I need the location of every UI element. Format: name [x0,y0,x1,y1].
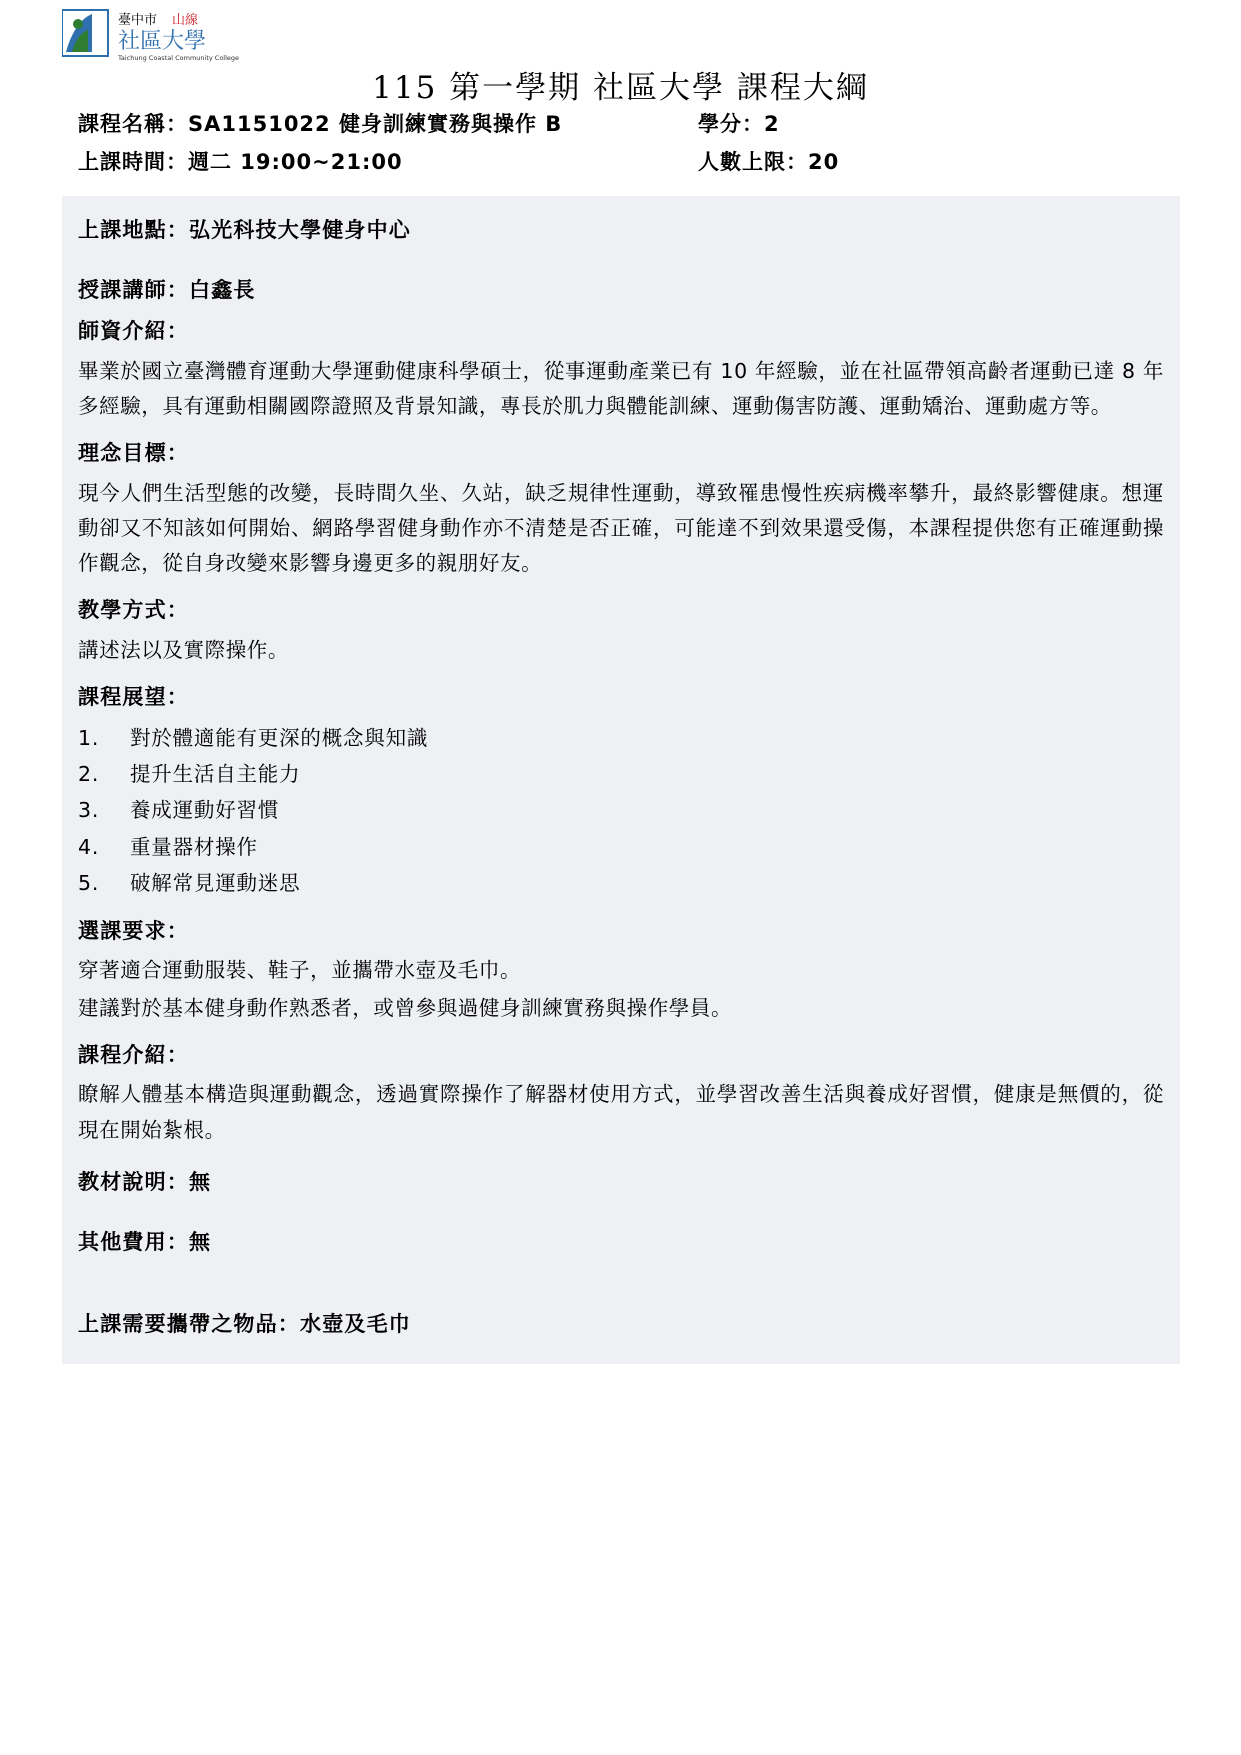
requirement-text-2: 建議對於基本健身動作熟悉者，或曾參與過健身訓練實務與操作學員。 [78,995,733,1020]
capacity-value: 20 [808,150,840,174]
list-item-number: 2. [78,761,100,786]
instructor-label: 授課講師： [78,278,189,302]
instructor-value: 白鑫長 [189,278,256,302]
intro-text: 瞭解人體基本構造與運動觀念，透過實際操作了解器材使用方式，並學習改善生活與養成好習慣，健康是無價的，從現在開始紮根。 [78,1082,1164,1142]
list-item-number: 4. [78,834,100,859]
list-item-label: 破解常見運動迷思 [130,871,301,896]
location-label: 上課地點： [78,218,189,242]
intro-heading: 課程介紹： [78,1042,189,1067]
svg-text:臺中市: 臺中市 [118,13,158,28]
list-item [78,720,1164,756]
class-time-label: 上課時間： [78,150,188,174]
taichung-community-college-logo [62,8,247,66]
capacity-label: 人數上限： [698,150,808,174]
list-item-label: 提升生活自主能力 [130,761,301,786]
list-item-label: 對於體適能有更深的概念與知識 [130,725,429,750]
credits-value: 2 [764,112,780,136]
fee-label: 其他費用： [78,1229,189,1254]
bring-items-row [78,1308,1164,1338]
list-item-number: 3. [78,798,100,823]
method-text: 講述法以及實際操作。 [78,637,289,662]
course-name-row [78,108,1168,146]
course-name-label: 課程名稱： [78,112,188,136]
list-item [78,829,1164,865]
fee-value: 無 [189,1229,212,1254]
list-item [78,792,1164,828]
svg-text:社區大學: 社區大學 [118,29,207,54]
method-heading: 教學方式： [78,598,189,623]
svg-text:山線: 山線 [172,13,199,28]
list-item-number: 5. [78,871,100,896]
list-item [78,756,1164,792]
list-item-number: 1. [78,725,100,750]
requirement-heading: 選課要求： [78,918,189,943]
fee-row [78,1226,1164,1256]
material-label: 教材說明： [78,1169,189,1194]
bio-text: 畢業於國立臺灣體育運動大學運動健康科學碩士，從事運動產業已有 10 年經驗，並在社區帶領高齡者運動已達 8 年多經驗，具有運動相關國際證照及背景知識，專長於肌力與體能訓練、運動傷害防護、運動矯治、運動處方等。 [78,358,1164,418]
instructor-row [78,274,1164,304]
course-name-value: SA1151022 健身訓練實務與操作 B [188,112,563,136]
credits-label: 學分： [698,112,764,136]
material-value: 無 [189,1169,212,1194]
goal-text: 現今人們生活型態的改變，長時間久坐、久站，缺乏規律性運動，導致罹患慢性疾病機率攀升，最終影響健康。想運動卻又不知該如何開始、網路學習健身動作亦不清楚是否正確，可能達不到效果還受傷，本課程提供您有正確運動操作觀念，從自身改變來影響身邊更多的親朋好友。 [78,480,1164,575]
material-row [78,1166,1164,1196]
list-item [78,865,1164,901]
outlook-list [78,720,1164,902]
outlook-heading: 課程展望： [78,685,189,709]
class-time-row [78,146,1168,184]
goal-heading: 理念目標： [78,441,189,465]
bio-heading: 師資介紹： [78,319,189,343]
class-time-value: 週二 19:00~21:00 [188,150,403,174]
requirement-text-1: 穿著適合運動服裝、鞋子，並攜帶水壺及毛巾。 [78,958,522,983]
list-item-label: 重量器材操作 [130,834,258,859]
page-title: 115 第一學期 社區大學 課程大綱 [372,70,869,106]
header-info [78,108,1168,184]
location-row [78,214,1164,244]
bring-items-value: 水壺及毛巾 [300,1311,411,1336]
location-value: 弘光科技大學健身中心 [189,218,411,242]
svg-text:Taichung Coastal Community Col: Taichung Coastal Community College [118,54,240,62]
list-item-label: 養成運動好習慣 [130,798,280,823]
syllabus-body [62,196,1180,1364]
bring-items-label: 上課需要攜帶之物品： [78,1311,300,1336]
